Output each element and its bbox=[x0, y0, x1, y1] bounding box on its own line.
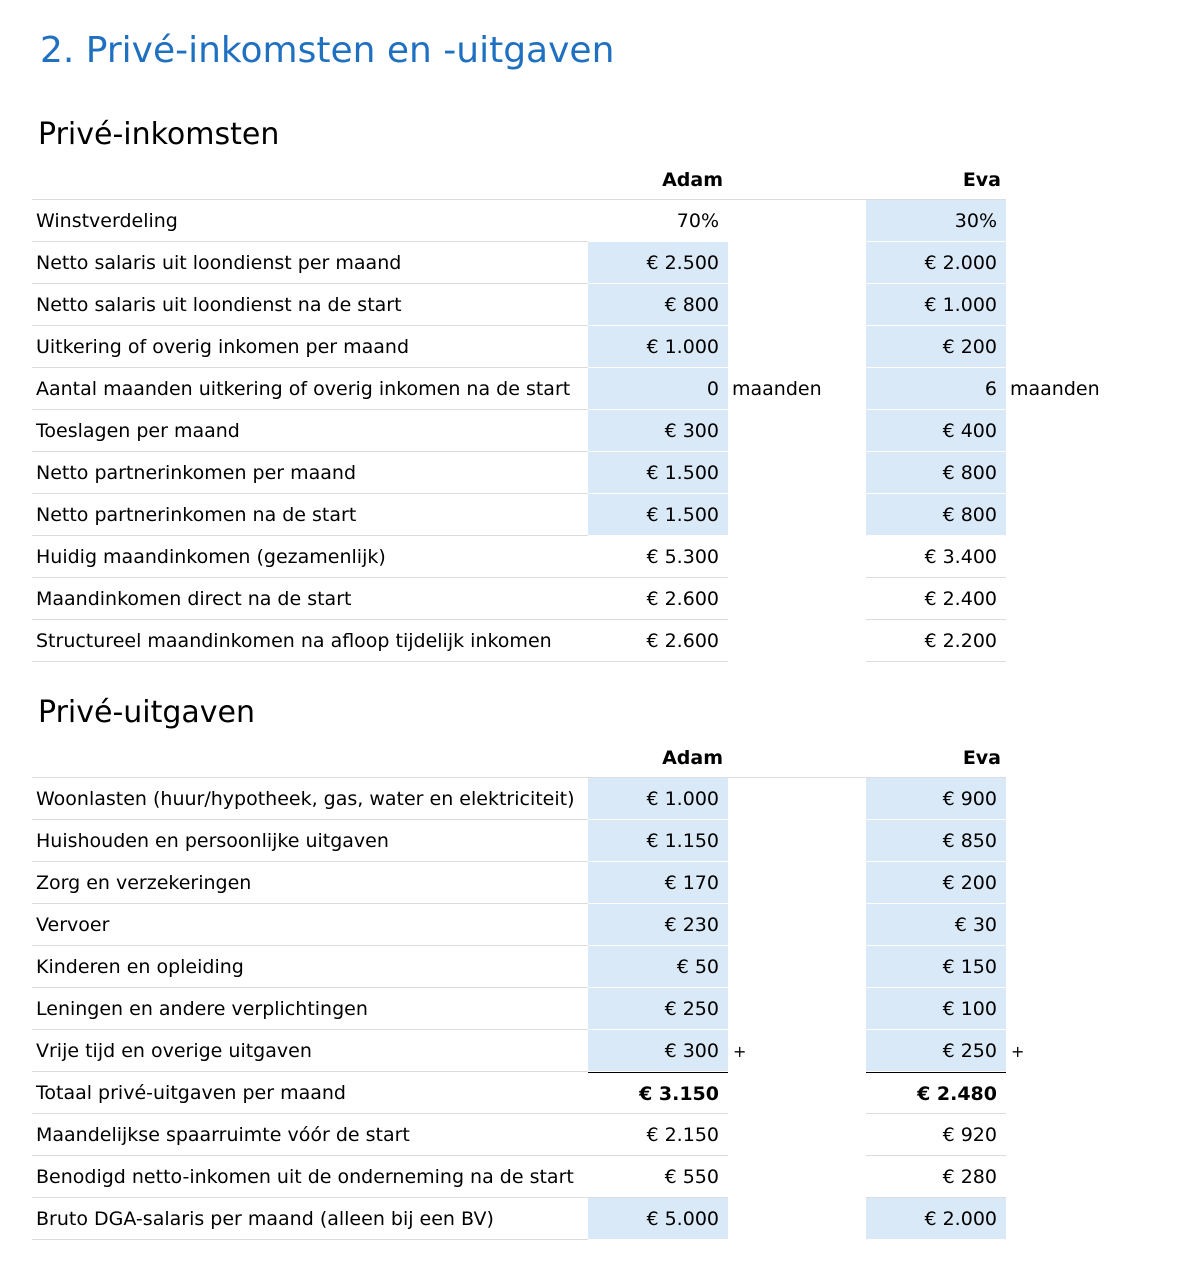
expense-row-totaal bbox=[0, 1072, 1177, 1114]
eva-plus-sign: + bbox=[1011, 1042, 1025, 1061]
adam-input-cell[interactable]: € 1.500 bbox=[588, 494, 728, 536]
income-row-uitkering-per-maand bbox=[0, 326, 1177, 368]
expense-row-leningen bbox=[0, 988, 1177, 1030]
eva-total-value: € 2.480 bbox=[866, 1072, 1006, 1114]
row-label: Aantal maanden uitkering of overig inkomen na de start bbox=[36, 378, 571, 400]
expense-row-vrije-tijd bbox=[0, 1030, 1177, 1072]
expense-row-benodigd-netto-inkomen bbox=[0, 1156, 1177, 1198]
expense-row-kinderen bbox=[0, 946, 1177, 988]
eva-value: € 920 bbox=[866, 1114, 1006, 1156]
adam-value: € 2.600 bbox=[588, 620, 728, 662]
eva-unit-label: maanden bbox=[1010, 378, 1100, 400]
income-header-eva: Eva bbox=[962, 169, 1001, 191]
eva-input-cell[interactable]: € 400 bbox=[866, 410, 1006, 452]
row-label: Woonlasten (huur/hypotheek, gas, water en elektriciteit) bbox=[36, 788, 575, 810]
adam-input-cell[interactable]: € 1.500 bbox=[588, 452, 728, 494]
eva-input-cell[interactable]: € 2.000 bbox=[866, 1198, 1006, 1240]
adam-input-cell[interactable]: € 1.000 bbox=[588, 778, 728, 820]
income-header-adam: Adam bbox=[662, 169, 723, 191]
expense-row-spaarruimte bbox=[0, 1114, 1177, 1156]
eva-input-cell[interactable]: 6 bbox=[866, 368, 1006, 410]
income-row-netto-salaris-na-start bbox=[0, 284, 1177, 326]
income-header-row bbox=[0, 160, 1177, 200]
row-label: Maandelijkse spaarruimte vóór de start bbox=[36, 1124, 410, 1146]
row-label: Netto partnerinkomen na de start bbox=[36, 504, 357, 526]
row-label: Netto partnerinkomen per maand bbox=[36, 462, 357, 484]
income-row-netto-salaris-per-maand bbox=[0, 242, 1177, 284]
adam-input-cell[interactable]: € 5.000 bbox=[588, 1198, 728, 1240]
income-row-partnerinkomen-na-start bbox=[0, 494, 1177, 536]
adam-value: € 2.150 bbox=[588, 1114, 728, 1156]
row-label: Winstverdeling bbox=[36, 210, 178, 232]
income-row-toeslagen bbox=[0, 410, 1177, 452]
row-label: Vervoer bbox=[36, 914, 110, 936]
eva-input-cell[interactable]: € 100 bbox=[866, 988, 1006, 1030]
adam-input-cell[interactable]: € 2.500 bbox=[588, 242, 728, 284]
expenses-header-row bbox=[0, 738, 1177, 778]
adam-value: € 5.300 bbox=[588, 536, 728, 578]
page-title: 2. Privé-inkomsten en -uitgaven bbox=[40, 30, 615, 71]
adam-input-cell[interactable]: € 230 bbox=[588, 904, 728, 946]
eva-input-cell[interactable]: € 250 bbox=[866, 1030, 1006, 1072]
income-row-partnerinkomen-per-maand bbox=[0, 452, 1177, 494]
eva-input-cell[interactable]: € 850 bbox=[866, 820, 1006, 862]
row-label: Netto salaris uit loondienst per maand bbox=[36, 252, 402, 274]
adam-value: 70% bbox=[676, 210, 719, 232]
expenses-section-title: Privé-uitgaven bbox=[38, 695, 256, 730]
row-label: Toeslagen per maand bbox=[36, 420, 240, 442]
expense-row-zorg bbox=[0, 862, 1177, 904]
adam-input-cell[interactable]: € 50 bbox=[588, 946, 728, 988]
adam-value: € 550 bbox=[588, 1156, 728, 1198]
expense-row-bruto-dga-salaris bbox=[0, 1198, 1177, 1240]
eva-value: € 3.400 bbox=[866, 536, 1006, 578]
eva-input-cell[interactable]: € 800 bbox=[866, 452, 1006, 494]
adam-input-cell[interactable]: € 300 bbox=[588, 1030, 728, 1072]
income-row-winstverdeling bbox=[0, 200, 1177, 242]
adam-value: € 2.600 bbox=[588, 578, 728, 620]
eva-input-cell[interactable]: € 30 bbox=[866, 904, 1006, 946]
row-label: Netto salaris uit loondienst na de start bbox=[36, 294, 402, 316]
expenses-header-eva: Eva bbox=[962, 747, 1001, 769]
income-table bbox=[0, 160, 1177, 662]
income-row-maandinkomen-direct bbox=[0, 578, 1177, 620]
eva-input-cell[interactable]: € 2.000 bbox=[866, 242, 1006, 284]
eva-input-cell[interactable]: € 200 bbox=[866, 862, 1006, 904]
adam-unit-label: maanden bbox=[732, 378, 822, 400]
eva-value: € 2.400 bbox=[866, 578, 1006, 620]
adam-input-cell[interactable]: € 250 bbox=[588, 988, 728, 1030]
expense-row-woonlasten bbox=[0, 778, 1177, 820]
adam-plus-sign: + bbox=[733, 1042, 747, 1061]
income-section-title: Privé-inkomsten bbox=[38, 117, 280, 152]
adam-input-cell[interactable]: € 300 bbox=[588, 410, 728, 452]
row-label: Zorg en verzekeringen bbox=[36, 872, 252, 894]
income-row-huidig-maandinkomen bbox=[0, 536, 1177, 578]
row-label: Bruto DGA-salaris per maand (alleen bij een BV) bbox=[36, 1208, 494, 1230]
row-label: Benodigd netto-inkomen uit de onderneming na de start bbox=[36, 1166, 574, 1188]
eva-input-cell[interactable]: € 150 bbox=[866, 946, 1006, 988]
row-label: Kinderen en opleiding bbox=[36, 956, 244, 978]
row-label: Huidig maandinkomen (gezamenlijk) bbox=[36, 546, 386, 568]
income-row-aantal-maanden bbox=[0, 368, 1177, 410]
row-label: Huishouden en persoonlijke uitgaven bbox=[36, 830, 389, 852]
expense-row-huishouden bbox=[0, 820, 1177, 862]
eva-input-cell[interactable]: € 900 bbox=[866, 778, 1006, 820]
eva-value: € 2.200 bbox=[866, 620, 1006, 662]
eva-input-cell[interactable]: 30% bbox=[866, 200, 1006, 242]
expense-row-vervoer bbox=[0, 904, 1177, 946]
row-label: Maandinkomen direct na de start bbox=[36, 588, 352, 610]
expenses-table bbox=[0, 738, 1177, 1240]
eva-input-cell[interactable]: € 1.000 bbox=[866, 284, 1006, 326]
row-label: Leningen en andere verplichtingen bbox=[36, 998, 368, 1020]
adam-input-cell[interactable]: 0 bbox=[588, 368, 728, 410]
expenses-header-adam: Adam bbox=[662, 747, 723, 769]
adam-input-cell[interactable]: € 170 bbox=[588, 862, 728, 904]
row-label: Uitkering of overig inkomen per maand bbox=[36, 336, 410, 358]
row-label: Vrije tijd en overige uitgaven bbox=[36, 1040, 312, 1062]
eva-value: € 280 bbox=[866, 1156, 1006, 1198]
adam-input-cell[interactable]: € 1.000 bbox=[588, 326, 728, 368]
row-label: Structureel maandinkomen na afloop tijdelijk inkomen bbox=[36, 630, 552, 652]
adam-input-cell[interactable]: € 800 bbox=[588, 284, 728, 326]
adam-total-value: € 3.150 bbox=[588, 1072, 728, 1114]
adam-input-cell[interactable]: € 1.150 bbox=[588, 820, 728, 862]
income-row-structureel-maandinkomen bbox=[0, 620, 1177, 662]
eva-input-cell[interactable]: € 200 bbox=[866, 326, 1006, 368]
row-label: Totaal privé-uitgaven per maand bbox=[36, 1082, 346, 1104]
eva-input-cell[interactable]: € 800 bbox=[866, 494, 1006, 536]
